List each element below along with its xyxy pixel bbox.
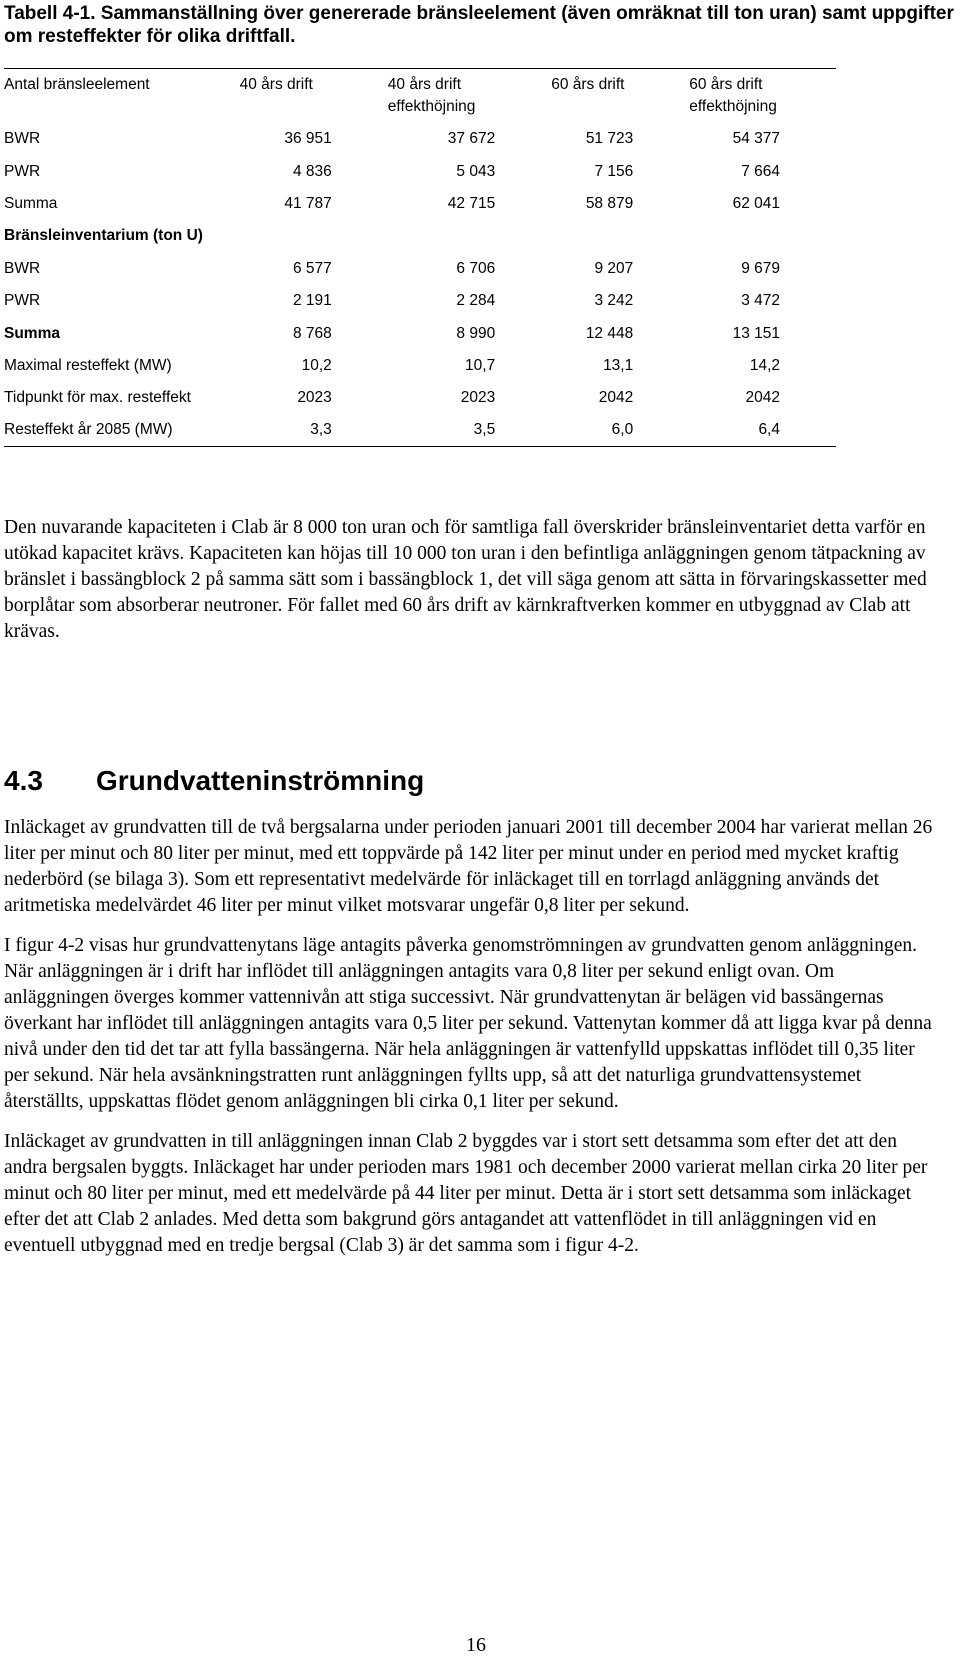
row-label: Maximal resteffekt (MW) (4, 356, 172, 374)
table-cell: 58 879 (585, 194, 634, 212)
header-40-ars-drift-effekthojning: 40 års drift effekthöjning (387, 76, 476, 115)
table-cell: 2042 (598, 389, 634, 407)
table-cell: 3 242 (594, 292, 634, 310)
table-cell: 3,5 (473, 421, 496, 439)
table-row (4, 253, 836, 285)
table-cell: 6 577 (293, 259, 332, 277)
table-cell: 10,2 (301, 356, 332, 374)
table-body (4, 123, 836, 447)
row-label: Summa (4, 194, 58, 212)
paragraph: Inläckaget av grundvatten till de två bergsalarna under perioden januari 2001 till december 2004 har varierat mellan 26 liter per minut och 80 liter per minut, med ett toppvärde på 142 liter per minut under en period med mycket kraftig nederbörd (se bilaga 3). Som ett representativt medelvärde för inläckaget till en torrlagd anläggning används det aritmetiska medelvärdet 46 liter per minut vilket motsvarar ungefär 0,8 liter per sekund. (4, 817, 933, 916)
table-cell: 3 472 (741, 292, 780, 310)
fuel-table-container (4, 68, 836, 447)
table-cell: 8 990 (456, 324, 496, 342)
row-label: BWR (4, 130, 41, 148)
paragraph: Inläckaget av grundvatten in till anläggningen innan Clab 2 byggdes var i stort sett detsamma som efter det att den andra bergsalen byggts. Inläckaget har under perioden mars 1981 och december 2000 varierat mellan cirka 20 liter per minut och 80 liter per minut, med ett medelvärde på 44 liter per minut. Detta är i stort sett detsamma som inläckaget efter det att Clab 2 anlades. Med detta som bakgrund görs antagandet att vattenflödet in till anläggningen vid en eventuell utbyggnad med en tredje bergsal (Clab 3) är det samma som i figur 4-2. (4, 1131, 928, 1256)
table-cell: 36 951 (284, 130, 332, 148)
table-cell: 13 151 (732, 324, 780, 342)
table-cell: 62 041 (732, 194, 780, 212)
row-label: Summa (4, 324, 60, 342)
table-cell: 6 706 (456, 259, 496, 277)
table-cell: 9 679 (741, 259, 780, 277)
table-row (4, 155, 836, 187)
row-label: Resteffekt år 2085 (MW) (4, 421, 173, 439)
table-cell (240, 220, 388, 252)
table-cell: 2 284 (456, 292, 496, 310)
table-header-row (4, 69, 836, 124)
paragraph: I figur 4-2 visas hur grundvattenytans läge antagits påverka genomströmningen av grundvatten genom anläggningen. När anläggningen är i drift har inflödet till anläggningen antagits vara 0,8 liter per sekund enligt ovan. Om anläggningen överges kommer vattennivån att stiga successivt. När grundvattenytan är belägen vid bassängernas överkant har inflödet till anläggningen antagits vara 0,5 liter per sekund. Vattenytan kommer då att ligga kvar på denna nivå under den tid det tar att fylla bassängerna. När hela anläggningen är vattenfylld uppskattas inflödet till 0,35 liter per sekund. När hela avsänkningstratten runt anläggningen fyllts upp, så att det naturliga grundvattensystemet återställts, uppskattas flödet genom anläggningen bli cirka 0,1 liter per sekund. (4, 935, 932, 1112)
table-cell: 12 448 (585, 324, 634, 342)
row-label: PWR (4, 292, 41, 310)
section-title: Grundvatteninströmning (96, 765, 425, 796)
table-caption: Tabell 4-1. Sammanställning över genererade bränsleelement (även omräknat till ton uran) samt uppgifter om resteffekter för olika driftfall. (4, 3, 954, 47)
table-row (4, 285, 836, 317)
header-label: Antal bränsleelement (4, 76, 150, 93)
table-cell (551, 220, 689, 252)
table-cell: 2023 (297, 389, 332, 407)
row-label: Tidpunkt för max. resteffekt (4, 389, 191, 407)
paragraph-capacity: Den nuvarande kapaciteten i Clab är 8 000 ton uran och för samtliga fall överskrider bränsleinventariet detta varför en utökad kapacitet krävs. Kapaciteten kan höjas till 10 000 ton uran i den befintliga anläggningen genom tätpackning av bränslet i bassängblock 2 på samma sätt som i bassängblock 1, det vill säga genom att sätta in förvaringskassetter med borplåtar som absorberar neutroner. För fallet med 60 års drift av kärnkraftverken kommer en utbyggnad av Clab att krävas. (4, 517, 927, 642)
page-number: 16 (466, 1634, 486, 1656)
table-cell: 5 043 (456, 162, 496, 180)
table-cell: 13,1 (603, 356, 634, 374)
table-cell: 10,7 (465, 356, 496, 374)
header-60-ars-drift-effekthojning: 60 års drift effekthöjning (689, 76, 777, 115)
table-cell: 6,0 (611, 421, 634, 439)
table-row (4, 123, 836, 155)
row-label: PWR (4, 162, 41, 180)
table-cell: 7 664 (741, 162, 780, 180)
table-row (4, 188, 836, 220)
table-cell (689, 220, 836, 252)
table-cell: 6,4 (758, 421, 780, 439)
table-row (4, 350, 836, 382)
table-row (4, 382, 836, 414)
table-cell: 51 723 (585, 130, 634, 148)
section-number: 4.3 (4, 765, 43, 796)
table-cell: 54 377 (732, 130, 780, 148)
table-row (4, 415, 836, 447)
section-heading (4, 764, 424, 798)
table-cell: 2 191 (293, 292, 332, 310)
table-cell: 3,3 (310, 421, 332, 439)
table-cell: 42 715 (447, 194, 496, 212)
table-cell: 37 672 (447, 130, 496, 148)
row-label: BWR (4, 259, 41, 277)
fuel-table (4, 68, 836, 447)
table-cell: 2023 (460, 389, 496, 407)
header-40-ars-drift: 40 års drift (239, 76, 313, 93)
table-cell: 9 207 (594, 259, 634, 277)
header-60-ars-drift: 60 års drift (551, 76, 625, 93)
table-cell: 14,2 (749, 356, 780, 374)
section-body (4, 815, 944, 1273)
table-cell: 8 768 (293, 324, 332, 342)
table-cell: 41 787 (284, 194, 332, 212)
table-cell: 2042 (745, 389, 780, 407)
table-cell: 4 836 (293, 162, 332, 180)
table-row (4, 220, 836, 252)
table-cell (388, 220, 551, 252)
table-row (4, 317, 836, 349)
intro-text (4, 515, 944, 659)
table-cell: 7 156 (594, 162, 634, 180)
row-label: Bränsleinventarium (ton U) (4, 227, 203, 245)
